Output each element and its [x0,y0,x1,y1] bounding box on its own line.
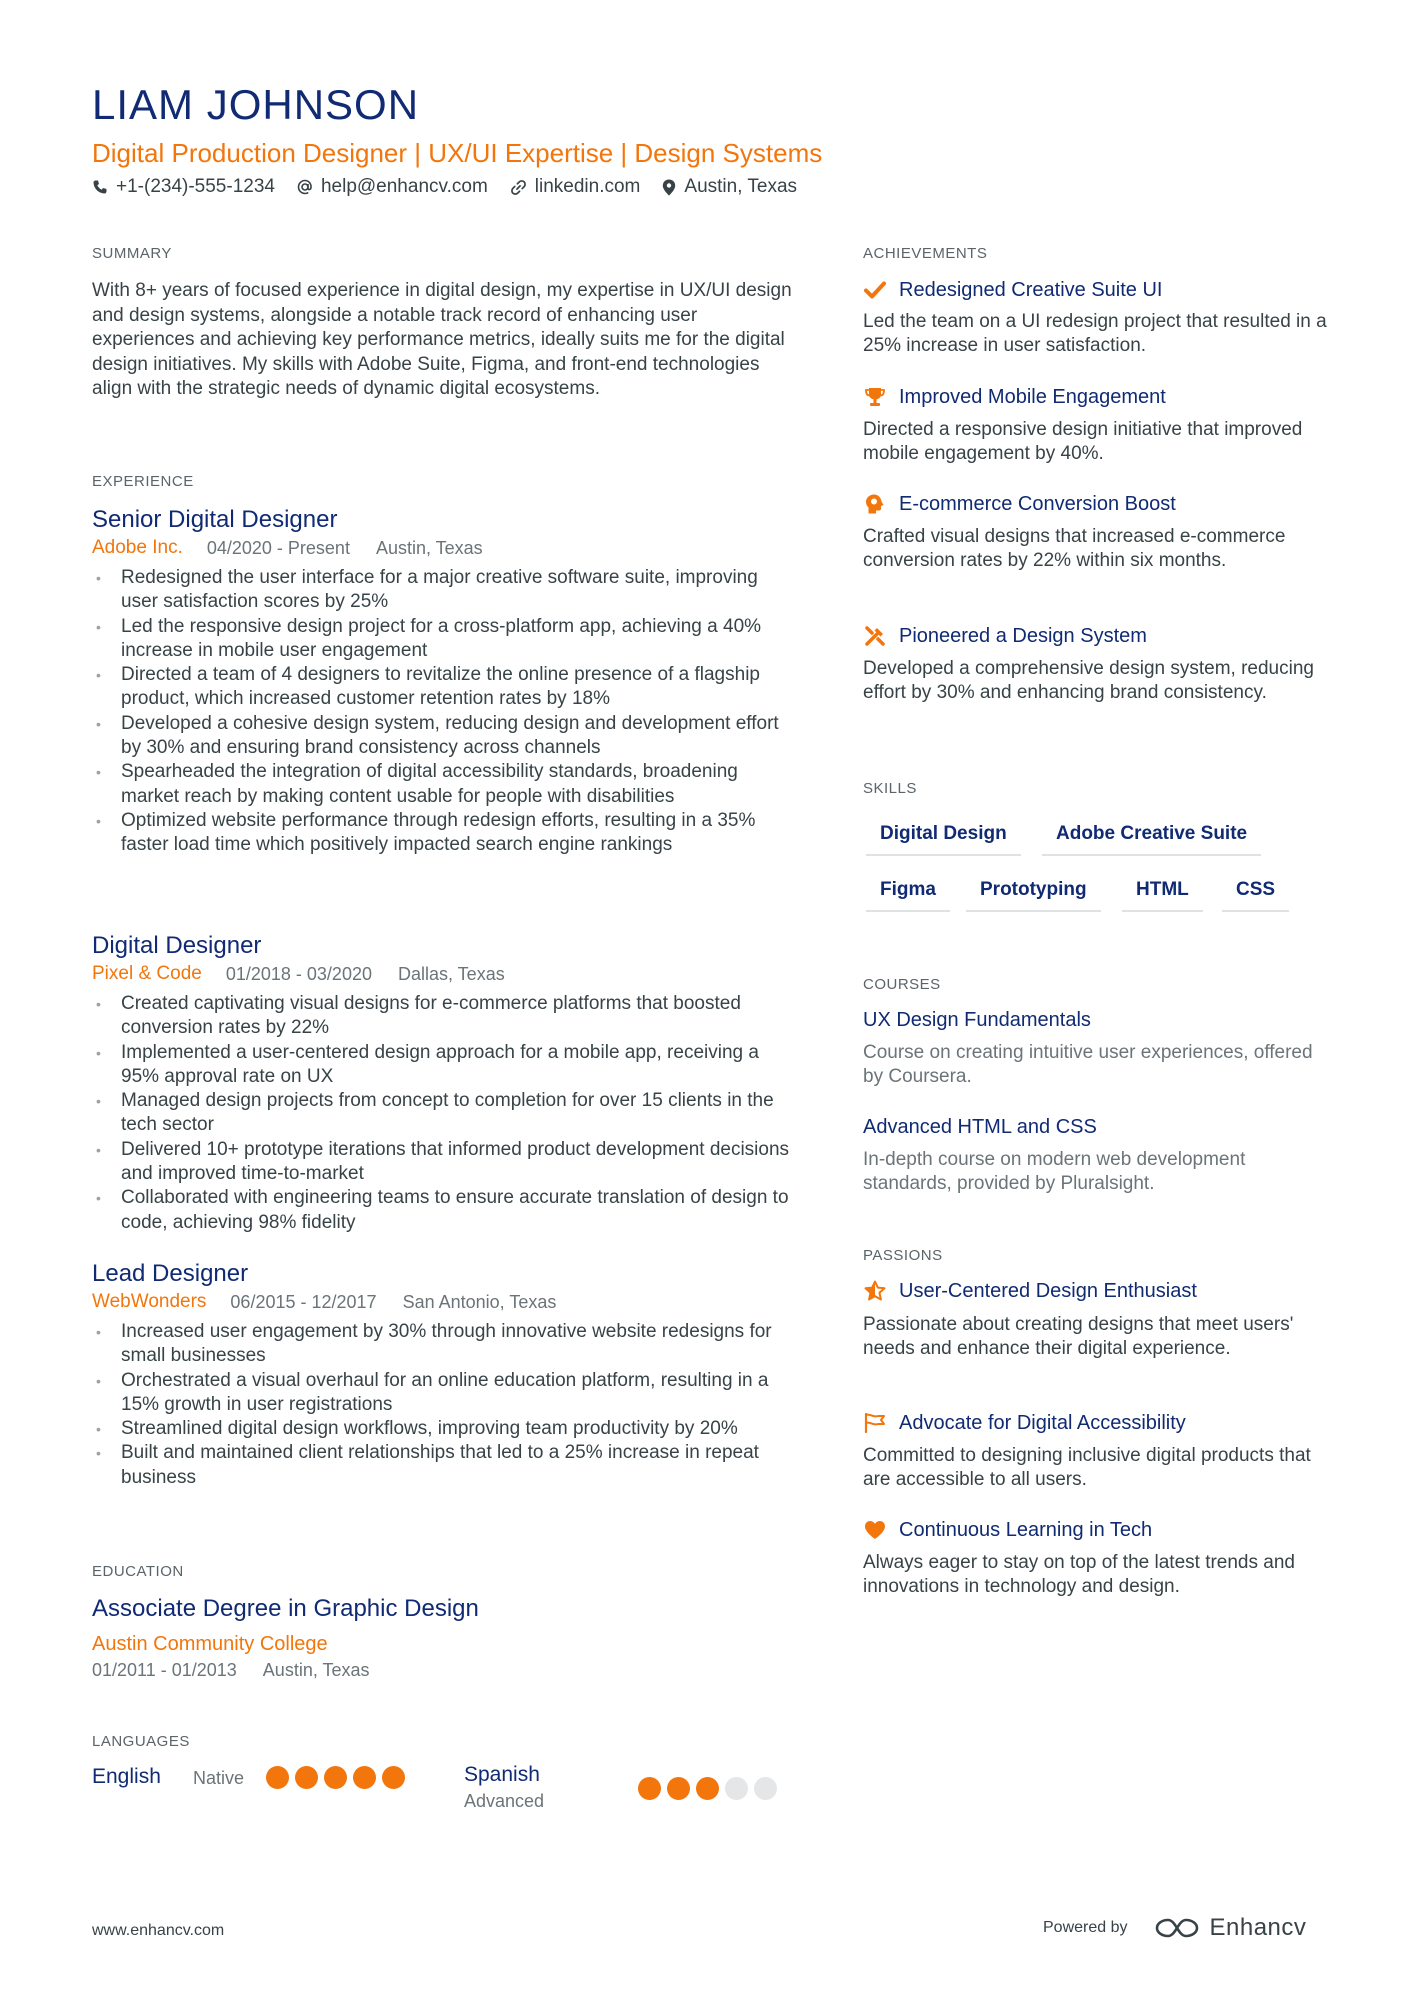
achievement-title-text: E-commerce Conversion Boost [899,492,1176,515]
courses-heading: COURSES [863,976,941,993]
job-bullets [92,992,792,1235]
skill-tag: Digital Design [866,822,1021,856]
contact-location [662,174,797,200]
passion-desc: Always eager to stay on top of the latest trends and innovations in technology and design. [863,1552,1295,1598]
contact-linkedin[interactable] [510,174,641,200]
achievement-title-text: Redesigned Creative Suite UI [899,278,1163,301]
job-meta [92,536,483,560]
language-english [92,1765,161,1789]
language-level: Advanced [464,1791,545,1811]
job-location: San Antonio, Texas [402,1292,557,1312]
candidate-headline: Digital Production Designer | UX/UI Expertise | Design Systems [92,138,823,168]
skill-tag: Adobe Creative Suite [1042,822,1261,856]
list-item: • Implemented a user-centered design approach for a mobile app, receiving a 95% approval rate on UX [92,1041,792,1090]
phone-text: +1-(234)-555-1234 [116,176,275,197]
job-meta [92,1290,556,1314]
passions-heading: PASSIONS [863,1247,943,1264]
at-icon [297,179,313,195]
education-date: 01/2011 - 01/2013 [92,1660,237,1680]
education-school: Austin Community College [92,1633,328,1655]
education-location: Austin, Texas [262,1660,370,1680]
achievement-title-text: Pioneered a Design System [899,624,1147,647]
education-degree: Associate Degree in Graphic Design [92,1595,479,1622]
job-date: 01/2018 - 03/2020 [225,964,372,984]
course-title: UX Design Fundamentals [863,1009,1091,1031]
list-item: • Collaborated with engineering teams to ensure accurate translation of design to code, achieving 98% fidelity [92,1186,792,1235]
achievement-title [863,492,1176,516]
list-item: • Managed design projects from concept to completion for over 15 clients in the tech sector [92,1089,792,1138]
language-name: English [92,1765,161,1788]
skill-tag: Figma [866,878,950,912]
summary-heading: SUMMARY [92,245,172,262]
list-item: • Developed a cohesive design system, reducing design and development effort by 30% and ensuring brand consistency across channels [92,712,792,761]
job-company: Adobe Inc. [92,537,183,558]
list-item: • Increased user engagement by 30% through innovative website redesigns for small businesses [92,1320,782,1369]
brand-name: Enhancv [1209,1914,1307,1941]
rating-dot-filled [295,1766,318,1789]
passion-title [863,1279,1197,1303]
job-location: Dallas, Texas [397,964,505,984]
brand-logo[interactable] [1154,1914,1307,1942]
footer-branding [1043,1914,1306,1942]
achievements-heading: ACHIEVEMENTS [863,245,988,262]
job-bullets [92,1320,782,1490]
rating-dot-empty [725,1777,748,1800]
achievement-title [863,624,1147,648]
course-desc: Course on creating intuitive user experiences, offered by Coursera. [863,1042,1313,1088]
star-half-icon [863,1279,887,1303]
education-meta [92,1660,370,1681]
linkedin-text: linkedin.com [534,176,641,197]
link-icon [510,179,527,196]
job-meta [92,962,505,986]
job-title: Senior Digital Designer [92,506,338,533]
list-item: • Created captivating visual designs for e-commerce platforms that boosted conversion rates by 22% [92,992,792,1041]
job-location: Austin, Texas [375,538,483,558]
location-text: Austin, Texas [684,176,798,197]
rating-dot-filled [266,1766,289,1789]
job-company: Pixel & Code [92,963,202,984]
achievement-desc: Led the team on a UI redesign project that resulted in a 25% increase in user satisfaction. [863,311,1327,357]
footer-website[interactable]: www.enhancv.com [92,1922,225,1939]
language-spanish [464,1763,540,1787]
languages-heading: LANGUAGES [92,1733,190,1750]
job-title: Lead Designer [92,1260,249,1287]
passion-title-text: Advocate for Digital Accessibility [899,1411,1186,1434]
list-item: • Delivered 10+ prototype iterations that informed product development decisions and improved time-to-market [92,1138,792,1187]
summary-text: With 8+ years of focused experience in digital design, my expertise in UX/UI design and design systems, alongside a notable track record of enhancing user experiences and achieving key performance metrics, ideally suits me for the digital design initiatives. My skills with Adobe Suite, Figma, and front-end technologies align with the strategic needs of dynamic digital ecosystems. [92,280,792,399]
passion-title [863,1518,1152,1542]
contact-phone [92,174,275,200]
rating-dot-filled [353,1766,376,1789]
contact-email[interactable] [297,174,488,200]
passion-title-text: User-Centered Design Enthusiast [899,1279,1197,1302]
check-icon [863,278,887,302]
list-item: • Spearheaded the integration of digital accessibility standards, broadening market reach by making content usable for people with disabilities [92,760,792,809]
rating-dot-filled [696,1777,719,1800]
powered-by-label: Powered by [1043,1919,1128,1936]
list-item: • Orchestrated a visual overhaul for an online education platform, resulting in a 15% growth in user registrations [92,1369,782,1418]
achievement-desc: Crafted visual designs that increased e-commerce conversion rates by 22% within six months. [863,526,1286,572]
experience-heading: EXPERIENCE [92,473,194,490]
job-date: 04/2020 - Present [206,538,350,558]
flag-icon [863,1411,887,1435]
list-item: • Directed a team of 4 designers to revitalize the online presence of a flagship product, which increased customer retention rates by 18% [92,663,792,712]
passion-title [863,1411,1186,1435]
achievement-title [863,385,1166,409]
rating-dot-empty [754,1777,777,1800]
language-rating-spanish [638,1777,783,1800]
rating-dot-filled [638,1777,661,1800]
list-item: • Built and maintained client relationships that led to a 25% increase in repeat business [92,1441,782,1490]
tools-icon [863,624,887,648]
skill-tag: CSS [1222,878,1289,912]
job-date: 06/2015 - 12/2017 [230,1292,377,1312]
phone-icon [92,179,108,195]
list-item: • Redesigned the user interface for a major creative software suite, improving user satisfaction scores by 25% [92,566,792,615]
rating-dot-filled [667,1777,690,1800]
passion-desc: Passionate about creating designs that meet users' needs and enhance their digital experience. [863,1314,1294,1360]
achievement-title-text: Improved Mobile Engagement [899,385,1166,408]
contact-row [92,174,819,200]
enhancv-logo-icon [1154,1915,1200,1941]
education-heading: EDUCATION [92,1563,184,1580]
list-item: • Optimized website performance through redesign efforts, resulting in a 35% faster load time which positively impacted search engine rankings [92,809,792,858]
list-item: • Led the responsive design project for a cross-platform app, achieving a 40% increase in mobile user engagement [92,615,792,664]
location-pin-icon [662,179,676,196]
rating-dot-filled [382,1766,405,1789]
email-text: help@enhancv.com [320,176,488,197]
course-title: Advanced HTML and CSS [863,1116,1097,1138]
achievement-desc: Directed a responsive design initiative that improved mobile engagement by 40%. [863,419,1303,465]
language-name: Spanish [464,1763,540,1786]
candidate-name: LIAM JOHNSON [92,81,420,128]
skill-tag: HTML [1122,878,1203,912]
skills-heading: SKILLS [863,780,917,797]
heart-icon [863,1518,887,1542]
course-desc: In-depth course on modern web development standards, provided by Pluralsight. [863,1149,1246,1195]
rating-dot-filled [324,1766,347,1789]
head-idea-icon [863,492,887,516]
language-rating-english [266,1766,411,1789]
job-title: Digital Designer [92,932,262,959]
passion-title-text: Continuous Learning in Tech [899,1518,1153,1541]
list-item: • Streamlined digital design workflows, improving team productivity by 20% [92,1417,782,1441]
achievement-desc: Developed a comprehensive design system, reducing effort by 30% and enhancing brand consistency. [863,658,1314,704]
job-company: WebWonders [92,1291,207,1312]
achievement-title [863,278,1162,302]
skill-tag: Prototyping [966,878,1101,912]
trophy-icon [863,385,887,409]
job-bullets [92,566,792,858]
passion-desc: Committed to designing inclusive digital products that are accessible to all users. [863,1445,1311,1491]
language-level: Native [193,1768,245,1788]
